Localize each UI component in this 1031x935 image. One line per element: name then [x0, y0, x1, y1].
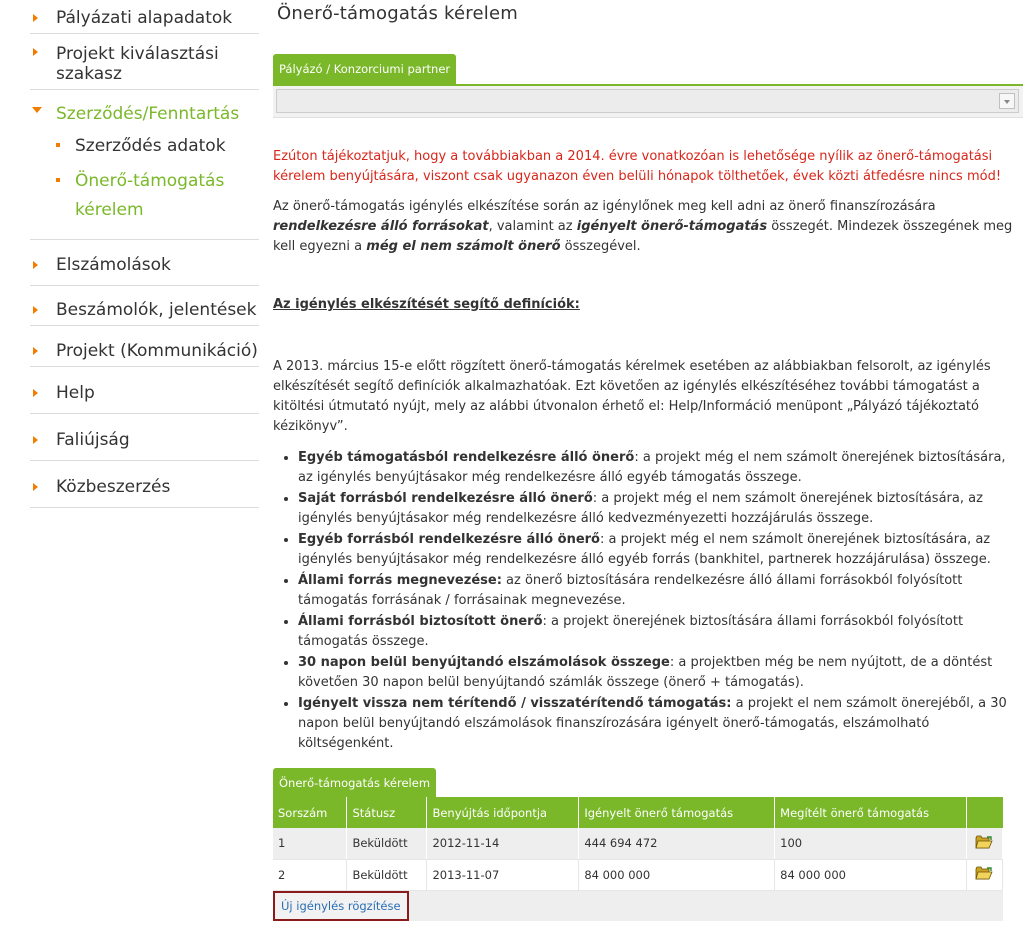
bullet-icon [56, 143, 60, 147]
nav-item-label: Közbeszerzés [56, 477, 171, 497]
caret-right-icon [33, 436, 38, 444]
nav-item-label: Projekt kiválasztási szakasz [56, 44, 219, 84]
column-header-benyujtas-idopontja[interactable]: Benyújtás időpontja [427, 797, 579, 828]
caret-right-icon [33, 483, 38, 491]
nav-item-label: Beszámolók, jelentések [56, 300, 257, 320]
definition-desc: a projekt el nem számolt önerejéből, a 30 napon belül benyújtandó elszámolások finanszírozására igényelt önerő-támogatás, elszámolható költségenként. [298, 696, 1007, 751]
definition-term: Egyéb támogatásból rendelkezésre álló önerő [298, 450, 635, 465]
definition-term: Állami forrásból biztosított önerő [298, 614, 543, 629]
bullet-icon [56, 178, 60, 182]
nav-item-label: Pályázati alapadatok [56, 8, 233, 28]
nav-item-kozbeszerzes[interactable] [30, 461, 259, 508]
definition-term: Igényelt vissza nem térítendő / visszatérítendő támogatás: [298, 696, 732, 711]
cell-action [966, 828, 1002, 859]
definition-term: Egyéb forrásból rendelkezésre álló önerő [298, 532, 600, 547]
definition-item [298, 570, 1018, 611]
nav-item-label: Help [56, 383, 95, 403]
definition-term: Saját forrásból rendelkezésre álló önerő [298, 491, 593, 506]
column-header-statusz[interactable]: Státusz [347, 797, 427, 828]
sub-item-label: Szerződés adatok [75, 136, 226, 156]
table-row [273, 859, 1003, 890]
cell-sorszam: 2 [273, 859, 347, 890]
intro-text [273, 197, 1018, 257]
dropdown-button[interactable] [999, 93, 1015, 109]
definition-item [298, 447, 1018, 488]
nav-item-label: Elszámolások [56, 255, 171, 275]
tab-palyazo-partner[interactable]: Pályázó / Konzorciumi partner [273, 54, 456, 84]
open-folder-icon[interactable] [975, 835, 993, 849]
definition-desc: : a projekt még el nem számolt önerejének biztosítására, az igénylés benyújtásakor még rendelkezésre álló egyéb támogatás összege. [298, 450, 1006, 485]
partner-select[interactable] [276, 89, 1019, 113]
notice-paragraph: Ezúton tájékoztatjuk, hogy a továbbiakban a 2014. évre vonatkozóan is lehetősége nyílik az önerő-támogatási kérelem benyújtására, viszont csak ugyanazon éven belüli hónapok tölthetőek, évek közti átfedésre nincs mód! [273, 149, 1002, 184]
definition-desc: : a projektben még be nem nyújtott, de a döntést követően 30 napon belül benyújtandó számlák összege (önerő + támogatás). [298, 655, 993, 690]
intro-paragraph [273, 197, 1018, 257]
caret-right-icon [33, 48, 38, 56]
partner-panel [273, 84, 1023, 118]
notice-text [273, 147, 1018, 187]
cell-megitelt: 100 [775, 828, 967, 859]
nav-item-projekt-kivalasztasi-szakasz[interactable] [30, 34, 259, 90]
intro-emphasis-3: még el nem számolt önerő [366, 239, 561, 254]
caret-down-icon [32, 107, 42, 113]
definition-term: Állami forrás megnevezése: [298, 573, 502, 588]
nav-item-faliujsag[interactable] [30, 414, 259, 461]
caret-right-icon [33, 347, 38, 355]
cell-statusz: Beküldött [347, 859, 427, 890]
info-paragraph-text: A 2013. március 15-e előtt rögzített önerő-támogatás kérelmek esetében az alábbiakban felsorolt, az igénylés elkészítését segítő definíciók alkalmazhatóak. Ezt követően az igénylés elkészítéséhez további támogatást a kitöltési útmutató nyújt, mely az alábbi útvonalon érhető el: Help/Információ menüpont „Pályázó tájékoztató kézikönyv”. [273, 359, 991, 434]
caret-right-icon [33, 306, 38, 314]
definition-term: 30 napon belül benyújtandó elszámolások összege [298, 655, 670, 670]
caret-right-icon [33, 261, 38, 269]
nav-item-label: Projekt (Kommunikáció) [56, 341, 258, 361]
requests-table [273, 797, 1003, 891]
nav-item-elszamolasok[interactable] [30, 240, 259, 286]
sub-item-label: Önerő-támogatás kérelem [75, 171, 225, 220]
definition-item [298, 611, 1018, 652]
chevron-down-icon [1004, 100, 1010, 104]
nav-item-szerzodes-fenntartas[interactable] [30, 90, 259, 240]
intro-text-1: Az önerő-támogatás igénylés elkészítése során az igénylőnek meg kell adni az önerő finanszírozására [273, 199, 936, 214]
definition-desc: az önerő biztosítására rendelkezésre álló állami forrásokból folyósított támogatás forrásának / forrásainak megnevezése. [298, 573, 963, 608]
cell-benyujtas: 2012-11-14 [427, 828, 579, 859]
column-header-megitelt-onero[interactable]: Megítélt önerő támogatás [775, 797, 967, 828]
tab-onero-tamogatas-kerelem[interactable]: Önerő-támogatás kérelem [273, 768, 436, 798]
open-folder-icon[interactable] [975, 866, 993, 880]
sub-item-szerzodes-adatok[interactable] [56, 132, 259, 161]
definition-item [298, 529, 1018, 570]
definition-item [298, 693, 1018, 754]
definition-item [298, 488, 1018, 529]
nav-item-projekt-kommunikacio[interactable] [30, 326, 259, 367]
cell-sorszam: 1 [273, 828, 347, 859]
table-row [273, 828, 1003, 859]
cell-benyujtas: 2013-11-07 [427, 859, 579, 890]
cell-megitelt: 84 000 000 [775, 859, 967, 890]
intro-emphasis-2: igényelt önerő-támogatás [576, 219, 768, 234]
definition-desc: : a projekt még el nem számolt önerejének biztosítására, az igénylés benyújtásakor még rendelkezésre álló kedvezményezetti hozzájárulás összege. [298, 491, 983, 526]
nav-item-beszamolok-jelentesek[interactable] [30, 286, 259, 326]
definition-desc: : a projekt önerejének biztosítására állami forrásokból folyósított támogatás összege. [298, 614, 964, 649]
intro-text-4: összegével. [560, 239, 641, 254]
cell-igenyelt: 444 694 472 [579, 828, 775, 859]
open-folder-icon-svg [975, 835, 993, 849]
cell-igenyelt: 84 000 000 [579, 859, 775, 890]
cell-statusz: Beküldött [347, 828, 427, 859]
nav-item-label: Faliújság [56, 430, 130, 450]
requests-table-wrap [273, 797, 1003, 921]
cell-action [966, 859, 1002, 890]
nav-item-label: Szerződés/Fenntartás [56, 104, 240, 124]
sub-item-onero-tamogatas-kerelem[interactable] [56, 167, 259, 225]
caret-right-icon [33, 14, 38, 22]
definition-desc: : a projekt még el nem számolt önerejének biztosítására, az igénylés benyújtásakor még rendelkezésre álló egyéb forrás (bankhitel, partnerek hozzájárulása) összege. [298, 532, 991, 567]
table-header-row [273, 797, 1003, 828]
caret-right-icon [33, 389, 38, 397]
definition-item [298, 652, 1018, 693]
column-header-igenyelt-onero[interactable]: Igényelt önerő támogatás [579, 797, 775, 828]
table-footer [273, 891, 1003, 921]
intro-text-2: , valamint az [488, 219, 577, 234]
definitions-list [273, 447, 1018, 754]
nav-item-help[interactable] [30, 367, 259, 414]
open-folder-icon-svg [975, 866, 993, 880]
column-header-sorszam[interactable]: Sorszám [273, 797, 347, 828]
definitions-heading: Az igénylés elkészítését segítő definíciók: [273, 297, 580, 312]
nav-item-palyazati-alapadatok[interactable] [30, 0, 259, 34]
column-header-actions [966, 797, 1002, 828]
submenu [56, 132, 259, 225]
info-paragraph [273, 357, 1018, 437]
new-request-button[interactable]: Új igénylés rögzítése [273, 891, 409, 921]
intro-text-3: összegét. Mindezek összegének meg kell egyezni a [273, 219, 1013, 254]
page-title: Önerő-támogatás kérelem [277, 3, 518, 24]
sidebar [30, 0, 259, 508]
intro-emphasis-1: rendelkezésre álló forrásokat [273, 219, 489, 234]
